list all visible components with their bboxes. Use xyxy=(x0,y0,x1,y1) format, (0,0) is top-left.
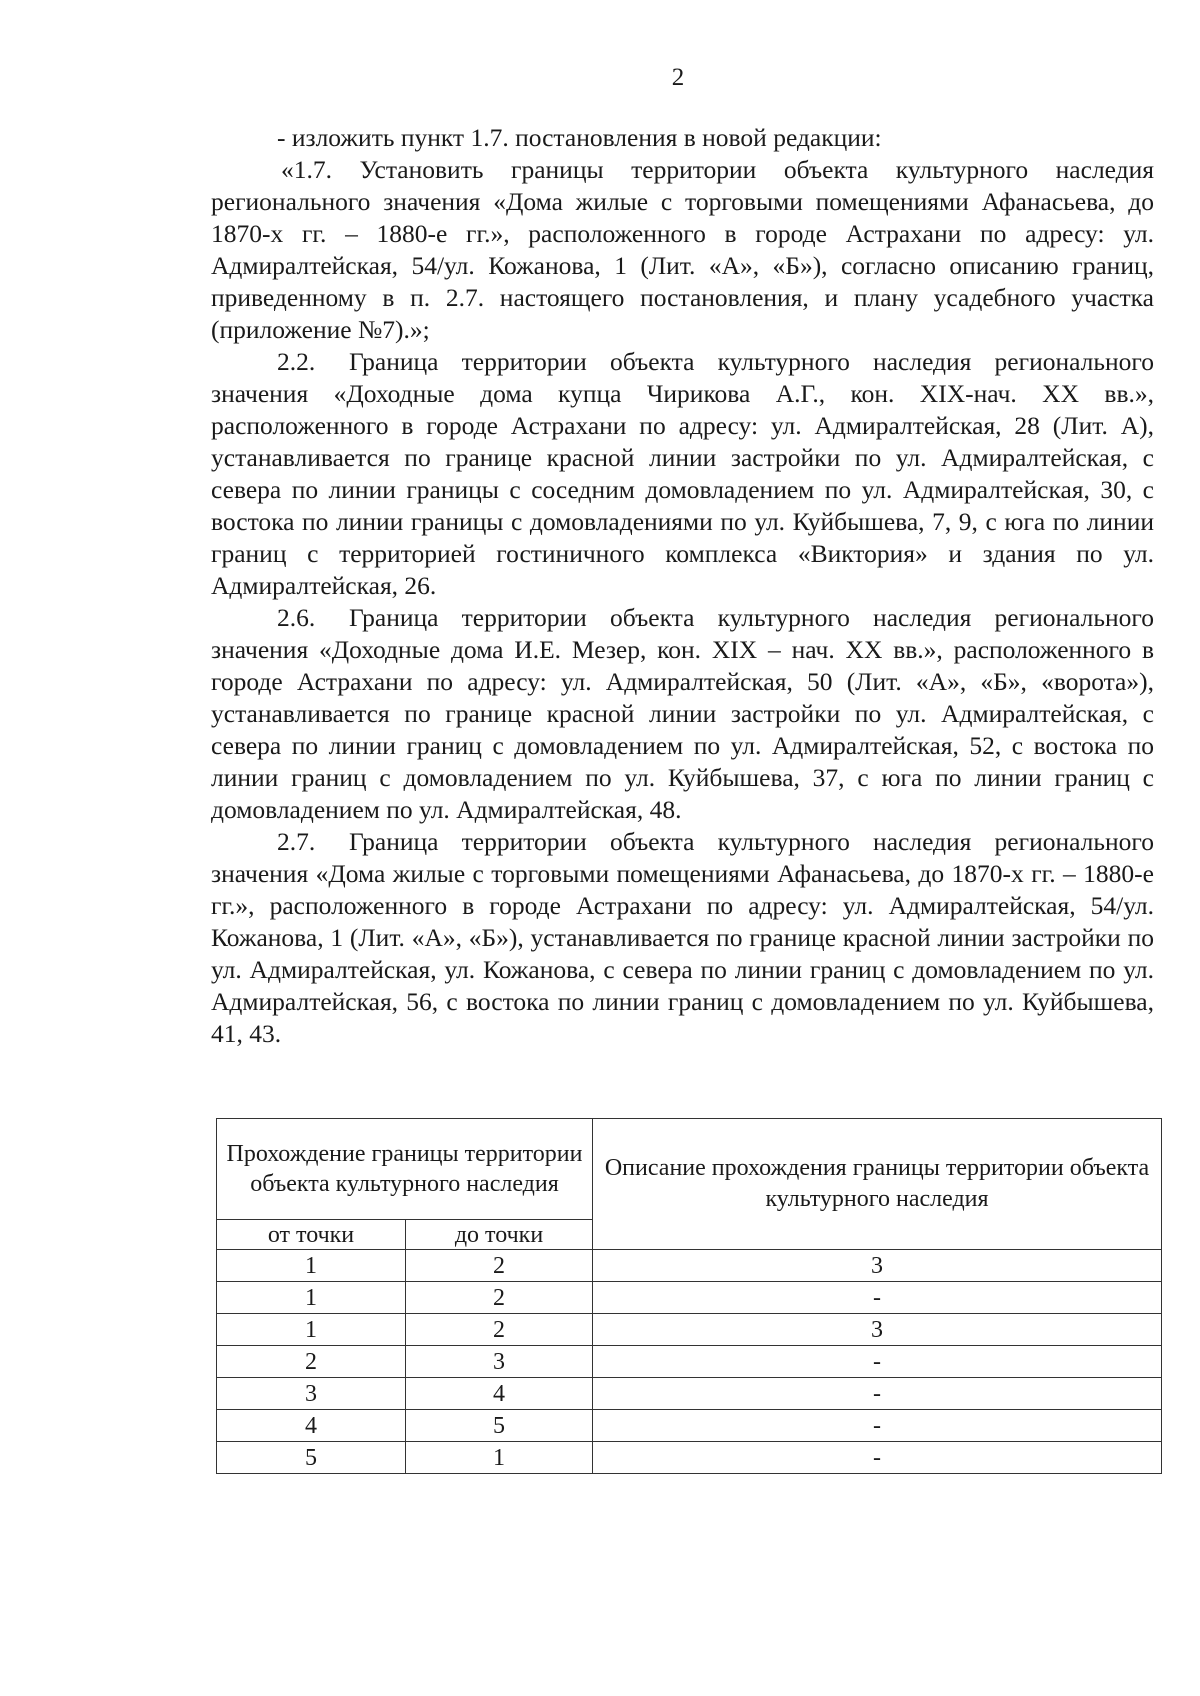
section-text: Граница территории объекта культурного наследия регионального значения «Доходные дома купца Чирикова А.Г., кон. XIX-нач. XX вв.», расположенного в городе Астрахани по адресу: ул. Адмиралтейская, 28 (Лит. А), устанавливается по границе красной линии застройки по ул. Адмиралтейская, с севера по линии границы с соседним домовладением по ул. Адмиралтейская, 30, с востока по линии границы с домовладениями по ул. Куйбышева, 7, 9, с юга по линии границ с территорией гостиничного комплекса «Виктория» и здания по ул. Адмиралтейская, 26. xyxy=(211,347,1154,600)
table-row xyxy=(217,1378,1162,1410)
table-row xyxy=(217,1314,1162,1346)
cell-from: 3 xyxy=(217,1378,406,1410)
section-number: 2.2. xyxy=(277,347,316,376)
section-2-7 xyxy=(211,826,1154,1050)
table-header-description: Описание прохождения границы территории объекта культурного наследия xyxy=(593,1119,1162,1250)
cell-to: 2 xyxy=(406,1282,593,1314)
section-number: 2.6. xyxy=(277,603,316,632)
section-number: 2.7. xyxy=(277,827,316,856)
section-text: Граница территории объекта культурного наследия регионального значения «Доходные дома И.Е. Мезер, кон. XIX – нач. XX вв.», расположенного в городе Астрахани по адресу: ул. Адмиралтейская, 50 (Лит. «А», «Б», «ворота»), устанавливается по границе красной линии застройки по ул. Адмиралтейская, с севера по линии границ с домовладением по ул. Адмиралтейская, 52, с востока по линии границ с домовладением по ул. Куйбышева, 37, с юга по линии границ с домовладением по ул. Адмиралтейская, 48. xyxy=(211,603,1154,824)
table-row xyxy=(217,1250,1162,1282)
cell-from: 1 xyxy=(217,1250,406,1282)
cell-description: - xyxy=(593,1442,1162,1474)
intro-paragraph: - изложить пункт 1.7. постановления в новой редакции: xyxy=(277,123,882,152)
cell-to: 1 xyxy=(406,1442,593,1474)
quoted-clause-1-7: «1.7. Установить границы территории объекта культурного наследия регионального значения «Дома жилые с торговыми помещениями Афанасьева, до 1870-х гг. – 1880-е гг.», расположенного в городе Астрахани по адресу: ул. Адмиралтейская, 54/ул. Кожанова, 1 (Лит. «А», «Б»), согласно описанию границ, приведенному в п. 2.7. настоящего постановления, и плану усадебного участка (приложение №7).»; xyxy=(211,155,1154,344)
cell-to: 5 xyxy=(406,1410,593,1442)
table-header-boundary-passage: Прохождение границы территории объекта культурного наследия xyxy=(217,1119,593,1220)
table-row xyxy=(217,1346,1162,1378)
table-row xyxy=(217,1442,1162,1474)
cell-description: 3 xyxy=(593,1314,1162,1346)
cell-description: - xyxy=(593,1378,1162,1410)
cell-description: - xyxy=(593,1346,1162,1378)
cell-to: 3 xyxy=(406,1346,593,1378)
section-2-6 xyxy=(211,602,1154,826)
cell-to: 2 xyxy=(406,1314,593,1346)
table-header-from-point: от точки xyxy=(217,1220,406,1250)
cell-from: 1 xyxy=(217,1282,406,1314)
section-2-2 xyxy=(211,346,1154,602)
boundary-table xyxy=(216,1118,1162,1474)
page-number: 2 xyxy=(671,64,685,91)
document-body xyxy=(211,122,1154,1050)
table-row xyxy=(217,1282,1162,1314)
cell-from: 1 xyxy=(217,1314,406,1346)
table-row xyxy=(217,1410,1162,1442)
section-text: Граница территории объекта культурного наследия регионального значения «Дома жилые с торговыми помещениями Афанасьева, до 1870-х гг. – 1880-е гг.», расположенного в городе Астрахани по адресу: ул. Адмиралтейская, 54/ул. Кожанова, 1 (Лит. «А», «Б»), устанавливается по границе красной линии застройки по ул. Адмиралтейская, ул. Кожанова, с севера по линии границ с домовладением по ул. Адмиралтейская, 56, с востока по линии границ с домовладением по ул. Куйбышева, 41, 43. xyxy=(211,827,1154,1048)
cell-from: 2 xyxy=(217,1346,406,1378)
cell-to: 2 xyxy=(406,1250,593,1282)
cell-description: 3 xyxy=(593,1250,1162,1282)
cell-description: - xyxy=(593,1410,1162,1442)
table-header-to-point: до точки xyxy=(406,1220,593,1250)
cell-description: - xyxy=(593,1282,1162,1314)
cell-to: 4 xyxy=(406,1378,593,1410)
cell-from: 5 xyxy=(217,1442,406,1474)
cell-from: 4 xyxy=(217,1410,406,1442)
